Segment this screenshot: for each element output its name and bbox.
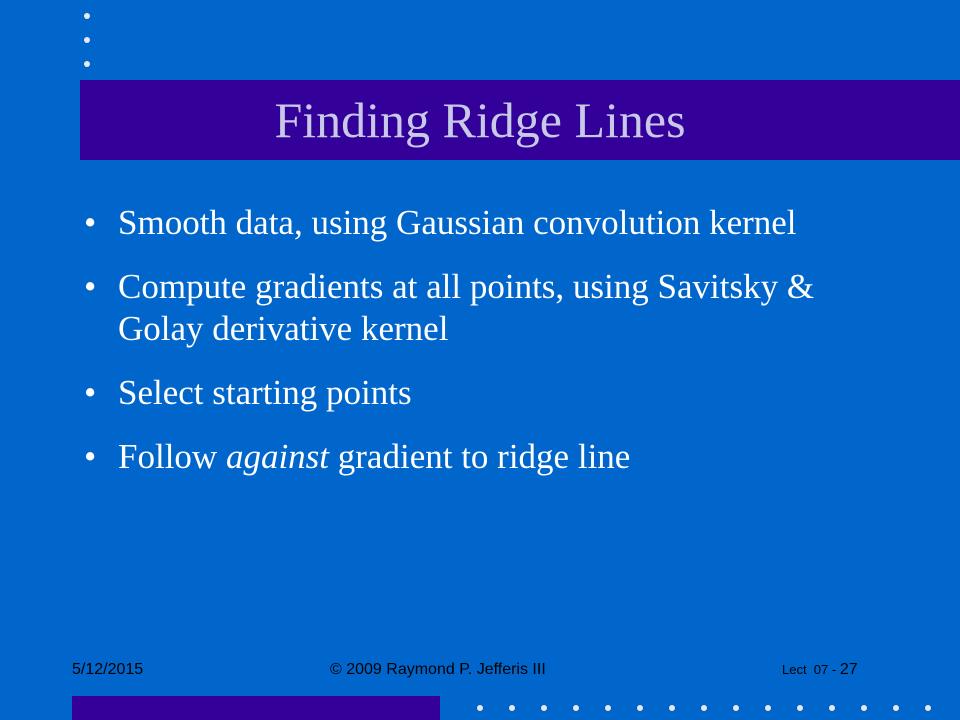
decor-dot <box>605 705 611 711</box>
decor-dot <box>84 37 90 43</box>
decor-dot <box>84 13 90 19</box>
footer-lecture-label: Lect 07 - <box>782 662 840 677</box>
bullet-icon: • <box>84 203 97 242</box>
decor-dot <box>925 705 931 711</box>
decor-dot <box>733 705 739 711</box>
bullet-list <box>84 202 864 500</box>
bullet-text-before: Follow <box>118 437 226 476</box>
bullet-item <box>84 436 864 478</box>
decor-dot <box>829 705 835 711</box>
bullet-item <box>84 266 864 350</box>
bullet-emphasis: against <box>225 437 330 476</box>
bullet-item <box>84 372 864 414</box>
decor-dot <box>637 705 643 711</box>
footer-copyright: © 2009 Raymond P. Jefferis III <box>330 661 546 678</box>
decor-dot <box>573 705 579 711</box>
bullet-text: Select starting points <box>118 373 412 412</box>
bullet-icon: • <box>84 437 97 476</box>
decor-dot <box>765 705 771 711</box>
decor-dot <box>477 705 483 711</box>
bullet-item <box>84 202 864 244</box>
bottom-bar <box>72 696 440 720</box>
bullet-text: Smooth data, using Gaussian convolution kernel <box>118 203 797 242</box>
bullet-text-after: gradient to ridge line <box>329 437 631 476</box>
bullet-icon: • <box>84 373 97 412</box>
bullet-text: Compute gradients at all points, using Savitsky & Golay derivative kernel <box>118 267 815 348</box>
footer-date: 5/12/2015 <box>72 661 144 678</box>
bullet-text <box>118 437 630 476</box>
decor-dot <box>797 705 803 711</box>
footer-page <box>782 660 858 680</box>
decor-dot <box>701 705 707 711</box>
decor-dot <box>541 705 547 711</box>
decor-dot <box>893 705 899 711</box>
bullet-icon: • <box>84 267 97 306</box>
decor-dot <box>84 61 90 67</box>
footer-page-number: 27 <box>839 661 858 678</box>
decor-dot <box>509 705 515 711</box>
decor-dot <box>861 705 867 711</box>
decor-dot <box>669 705 675 711</box>
slide-title: Finding Ridge Lines <box>274 92 686 148</box>
